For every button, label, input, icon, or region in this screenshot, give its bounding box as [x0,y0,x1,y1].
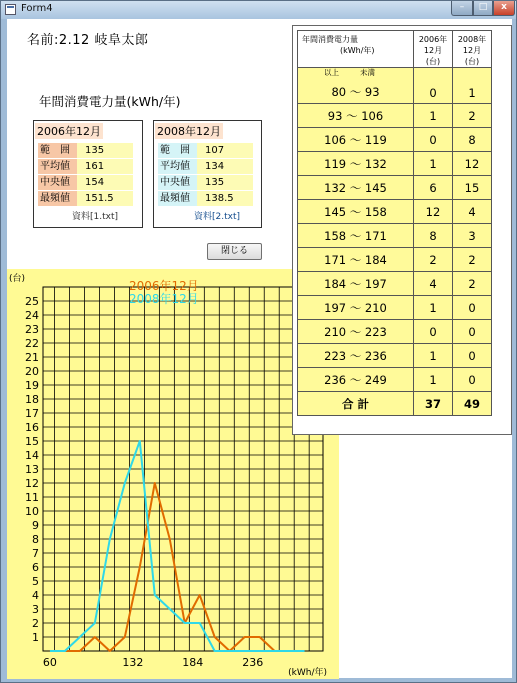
table-row [298,152,492,176]
count-2006-cell: 8 [414,224,453,248]
stat-value: 135 [77,143,133,158]
x-tick-label: 60 [42,656,57,669]
count-2008-cell: 0 [453,344,492,368]
y-tick-label: 21 [25,351,39,364]
count-2006-cell: 2 [414,248,453,272]
stat-value: 134 [197,159,253,174]
count-2006-cell: 0 [414,128,453,152]
lower-bound-label: 以上 [324,68,339,77]
col-2006-header: 2006年12月 (台) [414,31,453,68]
legend-label: 2006年12月 [129,279,199,293]
maximize-button[interactable]: □ [473,1,493,16]
stat-row-range [158,143,253,158]
range-text: 236 〜 249 [324,372,387,387]
table-row [298,344,492,368]
close-window-button[interactable]: x [493,1,515,16]
table-row [298,320,492,344]
count-2008-cell: 3 [453,224,492,248]
y-tick-label: 5 [32,575,39,588]
y-tick-label: 14 [25,449,39,462]
stat-value: 161 [77,159,133,174]
histogram-chart [7,269,339,683]
count-2008-cell: 15 [453,176,492,200]
x-axis-label: (kWh/年) [288,668,327,678]
stat-value: 107 [197,143,253,158]
y-tick-label: 16 [25,421,39,434]
range-cell [298,248,414,272]
range-text: 93 〜 106 [327,108,384,123]
table-header-row [298,31,492,68]
stat-label: 中央値 [38,175,77,190]
count-2006-cell: 1 [414,104,453,128]
table-row [298,296,492,320]
card-title: 2008年12月 [157,125,221,138]
y-tick-label: 6 [32,561,39,574]
stat-row-mode [158,191,253,206]
stat-row-median [158,175,253,190]
minimize-button[interactable]: – [451,1,473,16]
range-cell [298,104,414,128]
count-2006-cell: 4 [414,272,453,296]
range-header-unit: (kWh/年) [340,46,375,55]
range-text: 158 〜 171 [324,228,387,243]
table-row [298,176,492,200]
histogram-svg [7,269,339,679]
table-row [298,104,492,128]
stat-label: 平均値 [158,159,197,174]
y-tick-label: 8 [32,533,39,546]
student-name-label: 名前:2.12 岐阜太郎 [27,33,149,48]
stats-card-2008 [153,120,262,228]
close-button[interactable]: 閉じる [207,243,262,260]
window-title: Form4 [21,3,53,14]
count-2008-cell: 0 [453,368,492,392]
col-2008-header: 2008年12月 (台) [453,31,492,68]
range-cell [298,128,414,152]
range-text: 223 〜 236 [324,348,387,363]
y-tick-label: 20 [25,365,39,378]
y-axis-label: (台) [9,274,26,284]
stat-value: 138.5 [197,191,253,206]
stat-row-mode [38,191,133,206]
frequency-table [297,30,492,416]
y-tick-label: 18 [25,393,39,406]
y-tick-label: 23 [25,323,39,336]
range-text: 106 〜 119 [324,132,387,147]
count-2006-cell: 0 [414,320,453,344]
range-cell [298,296,414,320]
y-tick-label: 3 [32,603,39,616]
range-header [298,31,414,68]
count-2006-cell: 1 [414,296,453,320]
range-text: 197 〜 210 [324,300,387,315]
chart-background [7,269,339,679]
count-2008-cell: 0 [453,320,492,344]
table-row [298,128,492,152]
range-cell [298,368,414,392]
card-title: 2006年12月 [37,125,101,138]
x-tick-label: 184 [182,656,204,669]
y-tick-label: 24 [25,309,39,322]
stat-value: 151.5 [77,191,133,206]
y-tick-label: 10 [25,505,39,518]
stat-label: 平均値 [38,159,77,174]
range-text: 184 〜 197 [324,276,387,291]
legend-label: 2008年12月 [129,292,199,306]
count-2008-cell: 12 [453,152,492,176]
range-text: 80 〜 93 [331,85,380,99]
stat-row-mean [38,159,133,174]
title-bar[interactable] [1,1,516,19]
count-2006-cell: 1 [414,344,453,368]
stat-value: 154 [77,175,133,190]
count-2006-cell: 1 [414,152,453,176]
count-2008-cell: 2 [453,272,492,296]
table-row [298,68,492,104]
y-tick-label: 25 [25,295,39,308]
table-row [298,248,492,272]
stat-value: 135 [197,175,253,190]
table-row [298,368,492,392]
stat-label: 範 囲 [38,143,77,158]
y-tick-label: 12 [25,477,39,490]
table-row [298,272,492,296]
y-tick-label: 15 [25,435,39,448]
stat-row-median [38,175,133,190]
y-tick-label: 22 [25,337,39,350]
table-row [298,200,492,224]
form-client-area [7,19,512,678]
range-text: 132 〜 145 [324,180,387,195]
range-cell [298,176,414,200]
total-2006-cell: 37 [414,392,453,416]
range-cell [298,152,414,176]
count-2008-cell: 0 [453,296,492,320]
total-row [298,392,492,416]
total-label-cell: 合 計 [298,392,414,416]
stats-card-2006 [33,120,143,228]
stat-label: 最頻値 [38,191,77,206]
count-2008-cell: 2 [453,248,492,272]
stat-label: 最頻値 [158,191,197,206]
upper-bound-label: 未満 [360,68,375,77]
count-2006-cell: 6 [414,176,453,200]
range-cell [298,272,414,296]
range-header-title: 年間消費電力量 [302,35,358,44]
count-2008-cell: 2 [453,104,492,128]
count-2006-cell: 12 [414,200,453,224]
x-tick-label: 132 [122,656,144,669]
count-2008-cell: 8 [453,128,492,152]
y-tick-label: 4 [32,589,39,602]
stat-row-range [38,143,133,158]
count-2008-cell: 4 [453,200,492,224]
y-tick-label: 9 [32,519,39,532]
stat-row-mean [158,159,253,174]
app-icon [5,4,16,15]
range-text: 210 〜 223 [324,324,387,339]
range-text: 171 〜 184 [324,252,387,267]
y-tick-label: 7 [32,547,39,560]
y-tick-label: 11 [25,491,39,504]
source-file-link[interactable]: 資料[2.txt] [194,212,240,222]
y-tick-label: 19 [25,379,39,392]
y-tick-label: 13 [25,463,39,476]
stat-label: 中央値 [158,175,197,190]
y-tick-label: 1 [32,631,39,644]
range-cell [298,224,414,248]
count-2006-cell: 1 [414,368,453,392]
frequency-table-panel [292,25,512,435]
count-2006-cell: 0 [414,68,453,104]
range-text: 119 〜 132 [324,156,387,171]
y-tick-label: 2 [32,617,39,630]
range-cell [298,68,414,104]
table-row [298,224,492,248]
y-tick-label: 17 [25,407,39,420]
stat-label: 範 囲 [158,143,197,158]
section-title: 年間消費電力量(kWh/年) [39,94,181,109]
range-cell [298,200,414,224]
range-cell [298,320,414,344]
x-tick-label: 236 [242,656,264,669]
count-2008-cell: 1 [453,68,492,104]
source-file-link[interactable]: 資料[1.txt] [72,212,118,222]
total-2008-cell: 49 [453,392,492,416]
range-text: 145 〜 158 [324,204,387,219]
range-cell [298,344,414,368]
